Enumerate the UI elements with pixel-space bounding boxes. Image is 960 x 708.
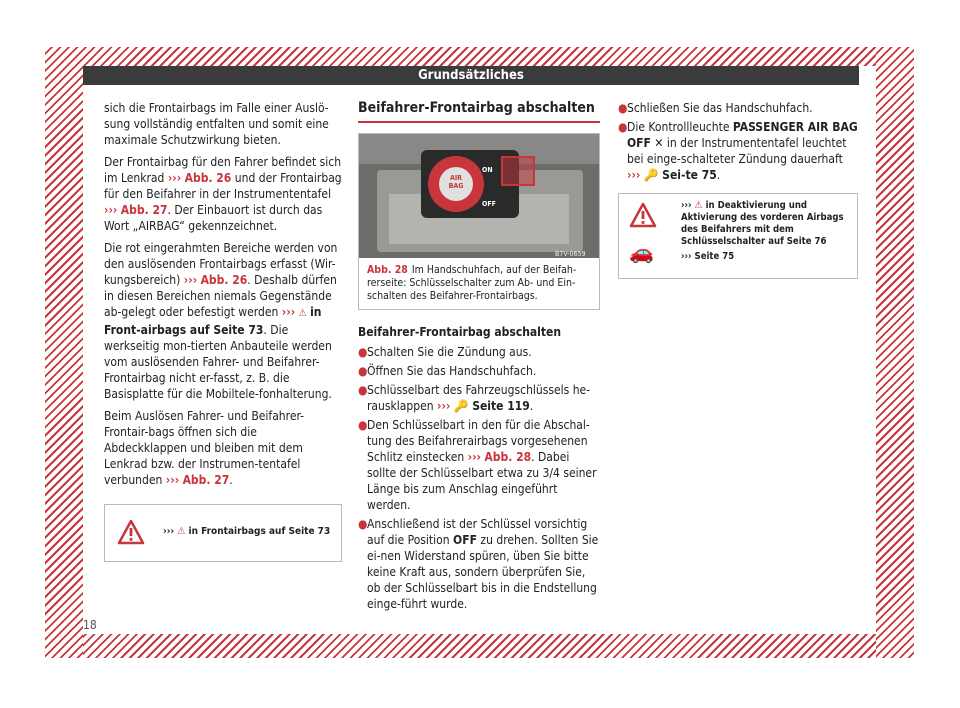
page-link[interactable]: in Deaktivierung und Aktivierung des vorderen Airbags des Beifahrers mit dem Schlüsselschalter auf Seite 76 — [681, 200, 844, 247]
frame-top — [45, 47, 914, 66]
glovebox-photo: AIR BAG ON OFF B7V-0659 — [359, 134, 599, 258]
warning-icon — [629, 202, 657, 228]
arrows: ››› — [167, 171, 182, 185]
paragraph: sich die Frontairbags im Falle einer Auslö-sung vollständig entfalten und somit eine maximale Schutzwirkung bieten. — [104, 101, 329, 147]
paragraph: Beim Auslösen Fahrer- und Beifahrer-Frontair-bags öffnen sich die Abdeckklappen und bleiben mit dem Lenkrad bzw. der Instrumen-tentafel verbunden ››› Abb. 27. — [104, 409, 305, 487]
page-header: Grundsätzliches — [83, 66, 859, 85]
list-item: ● Die Kontrollleuchte PASSENGER AIR BAG OFF ✕ in der Instrumententafel leuchtet bei einge-schalteter Zündung dauerhaft ››› 🔑 Sei-te 75. — [618, 120, 858, 182]
warning-icon: ⚠ — [177, 526, 186, 537]
page-link[interactable]: Seite 75 — [694, 251, 735, 262]
column-middle — [358, 100, 600, 615]
list-item: ● Öffnen Sie das Handschuhfach. — [358, 364, 537, 378]
page-link[interactable]: in Frontairbags auf Seite 73 — [188, 526, 331, 537]
airbag-off-icon: ✕ — [654, 136, 664, 150]
section-title: Beifahrer-Frontairbag abschalten — [358, 100, 600, 123]
paragraph: Der Frontairbag für den Fahrer befindet sich im Lenkrad ››› Abb. 26 und der Frontairbag für den Beifahrer in der Instrumententafel ››› Abb. 27. Der Einbauort ist durch das Wort „AIRBAG“ gekennzeichnet. — [104, 155, 342, 233]
column-right — [618, 100, 858, 279]
frame-right — [876, 47, 914, 658]
figure-caption: Abb. 28 Im Handschuhfach, auf der Beifah-rerseite: Schlüsselschalter zum Ab- und Ein-schalten des Beifahrer-Frontairbags. — [367, 264, 577, 302]
page-link[interactable]: in Front-airbags auf Seite 73 — [104, 305, 322, 337]
list-item: ● Schließen Sie das Handschuhfach. — [618, 101, 813, 115]
list-item: ● Schalten Sie die Zündung aus. — [358, 345, 532, 359]
page-link[interactable]: Seite 119 — [472, 399, 530, 413]
note-box: ››› ⚠ in Deaktivierung und Aktivierung des vorderen Airbags des Beifahrers mit dem Schlüsselschalter auf Seite 76 🚗 ››› Seite 75 — [618, 193, 858, 279]
figure — [358, 133, 600, 310]
figure-link[interactable]: Abb. 28 — [484, 450, 532, 464]
list-item: ● Den Schlüsselbart in den für die Abschal-tung des Beifahrerairbags vorgesehenen Schlitz einstecken ››› Abb. 28. Dabei sollte der Schlüsselbart etwa zu 3/4 seiner Länge bis zum Anschlag eingeführt werden. — [358, 418, 597, 512]
column-left — [104, 100, 342, 562]
warning-box: ››› ⚠ in Frontairbags auf Seite 73 — [104, 504, 342, 562]
figure-link[interactable]: Abb. 27 — [182, 473, 230, 487]
car-icon: 🚗 — [629, 240, 654, 264]
figure-link[interactable]: Abb. 26 — [184, 171, 232, 185]
page-number: 18 — [83, 618, 97, 632]
key-icon: 🔑 — [453, 399, 469, 413]
figure-link[interactable]: Abb. 26 — [200, 273, 248, 287]
subheading: Beifahrer-Frontairbag abschalten — [358, 325, 562, 339]
frame-bottom — [45, 634, 914, 658]
warning-icon: ⚠ — [298, 308, 307, 319]
page-link[interactable]: Sei-te 75 — [662, 168, 717, 182]
paragraph: Die rot eingerahmten Bereiche werden von den auslösenden Frontairbags erfasst (Wir-kungsbereich) ››› Abb. 26. Deshalb dürfen in diesen Bereichen niemals Gegenstände ab-gelegt oder befestigt werden ››› ⚠ in Front-airbags auf Seite 73. Die werkseitig mon-tierten Anbauteile werden vom auslösenden Fahrer- und Beifahrer-Frontairbag nicht er-fasst, z. B. die Basisplatte für die Mobiltele-fonhalterung. — [104, 241, 338, 401]
warning-icon — [117, 519, 145, 545]
frame-left — [45, 47, 83, 658]
list-item: ● Schlüsselbart des Fahrzeugschlüssels he-rausklappen ››› 🔑 Seite 119. — [358, 383, 591, 413]
key-icon: 🔑 — [643, 168, 659, 182]
list-item: ● Anschließend ist der Schlüssel vorsichtig auf die Position OFF zu drehen. Sollten Sie ei-nen Widerstand spüren, üben Sie bitte keine Kraft aus, sondern überprüfen Sie, ob der Schlüsselbart bis in die Endstellung einge-führt wurde. — [358, 517, 599, 611]
figure-link[interactable]: Abb. 27 — [120, 203, 168, 217]
